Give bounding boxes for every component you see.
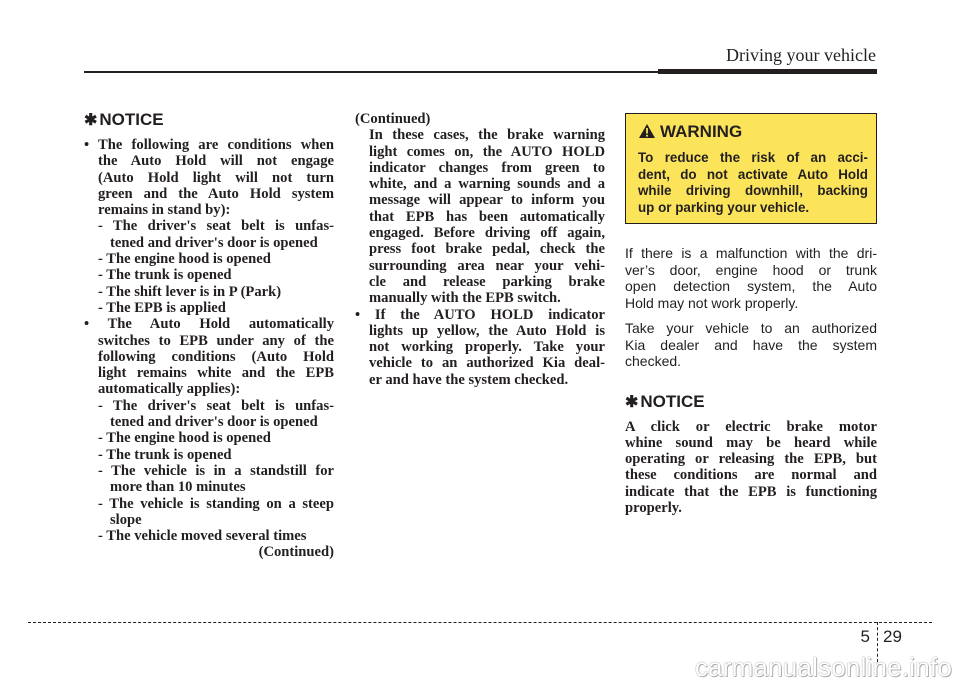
notice-bullet-1: • The following are conditions when the Auto Hold will not engage (Auto Hold light will not turn green and the Auto Hold system remains in stand by): - The driver's seat belt is unfas- tened and driver's door is opened - The engine hood is opened - The trunk is opened - The shift lever is in P (Park) - The EPB is applied — [84, 137, 334, 316]
chapter-number: 5 — [860, 627, 870, 646]
continued-label: (Continued) — [258, 544, 334, 561]
continued-paragraph: In these cases, the brake warning light comes on, the AUTO HOLD indicator changes from green to white, and a warning sounds and a message will appear to inform you that EPB has been automatically engaged. Before driving off again, press foot brake pedal, check the surrounding area near your vehi- cle and release parking brake manually with the EPB switch. — [369, 127, 605, 307]
warning-text: To reduce the risk of an acci- dent, do not activate Auto Hold while driving downhill, backing up or parking your vehicle. — [638, 150, 868, 215]
notice-star-icon: ✱ — [625, 393, 639, 411]
continued-heading: (Continued) — [355, 111, 431, 127]
warning-triangle-icon — [638, 123, 656, 139]
column-right — [625, 245, 877, 516]
watermark: carmanualsonline.info — [694, 652, 952, 682]
column-middle — [355, 111, 605, 388]
malfunction-paragraph: If there is a malfunction with the dri- ver’s door, engine hood or trunk open detection system, the Auto Hold may not work properly. — [625, 245, 877, 311]
page-header-title: Driving your vehicle — [726, 45, 876, 65]
notice-heading: ✱ NOTICE — [84, 110, 164, 129]
notice-heading-2: ✱ NOTICE — [625, 391, 705, 411]
footer-rule — [28, 622, 932, 623]
notice-star-icon: ✱ — [84, 112, 98, 129]
column-left — [84, 110, 334, 561]
notice-paragraph: A click or electric brake motor whine sound may be heard while operating or releasing the EPB, but these conditions are normal and indicate that the EPB is functioning properly. — [625, 418, 877, 516]
dealer-paragraph: Take your vehicle to an authorized Kia dealer and have the system checked. — [625, 320, 877, 369]
page-number: 29 — [883, 627, 902, 646]
warning-box — [625, 113, 877, 224]
notice-bullet-2: • The Auto Hold automatically switches to EPB under any of the following conditions (Auto Hold light remains white and the EPB automatically applies): - The driver's seat belt is unfas- tened and driver's door is opened - The engine hood is opened - The trunk is opened - The vehicle is in a standstill for more than 10 minutes - The vehicle is standing on a steep slope - The vehicle moved several times (Continued) — [84, 316, 334, 561]
auto-hold-yellow-bullet: • If the AUTO HOLD indicator lights up yellow, the Auto Hold is not working properly. Take your vehicle to an authorized Kia deal- er and have the system checked. — [355, 306, 605, 388]
warning-heading: WARNING — [638, 122, 742, 142]
header-rule-accent — [658, 69, 877, 74]
